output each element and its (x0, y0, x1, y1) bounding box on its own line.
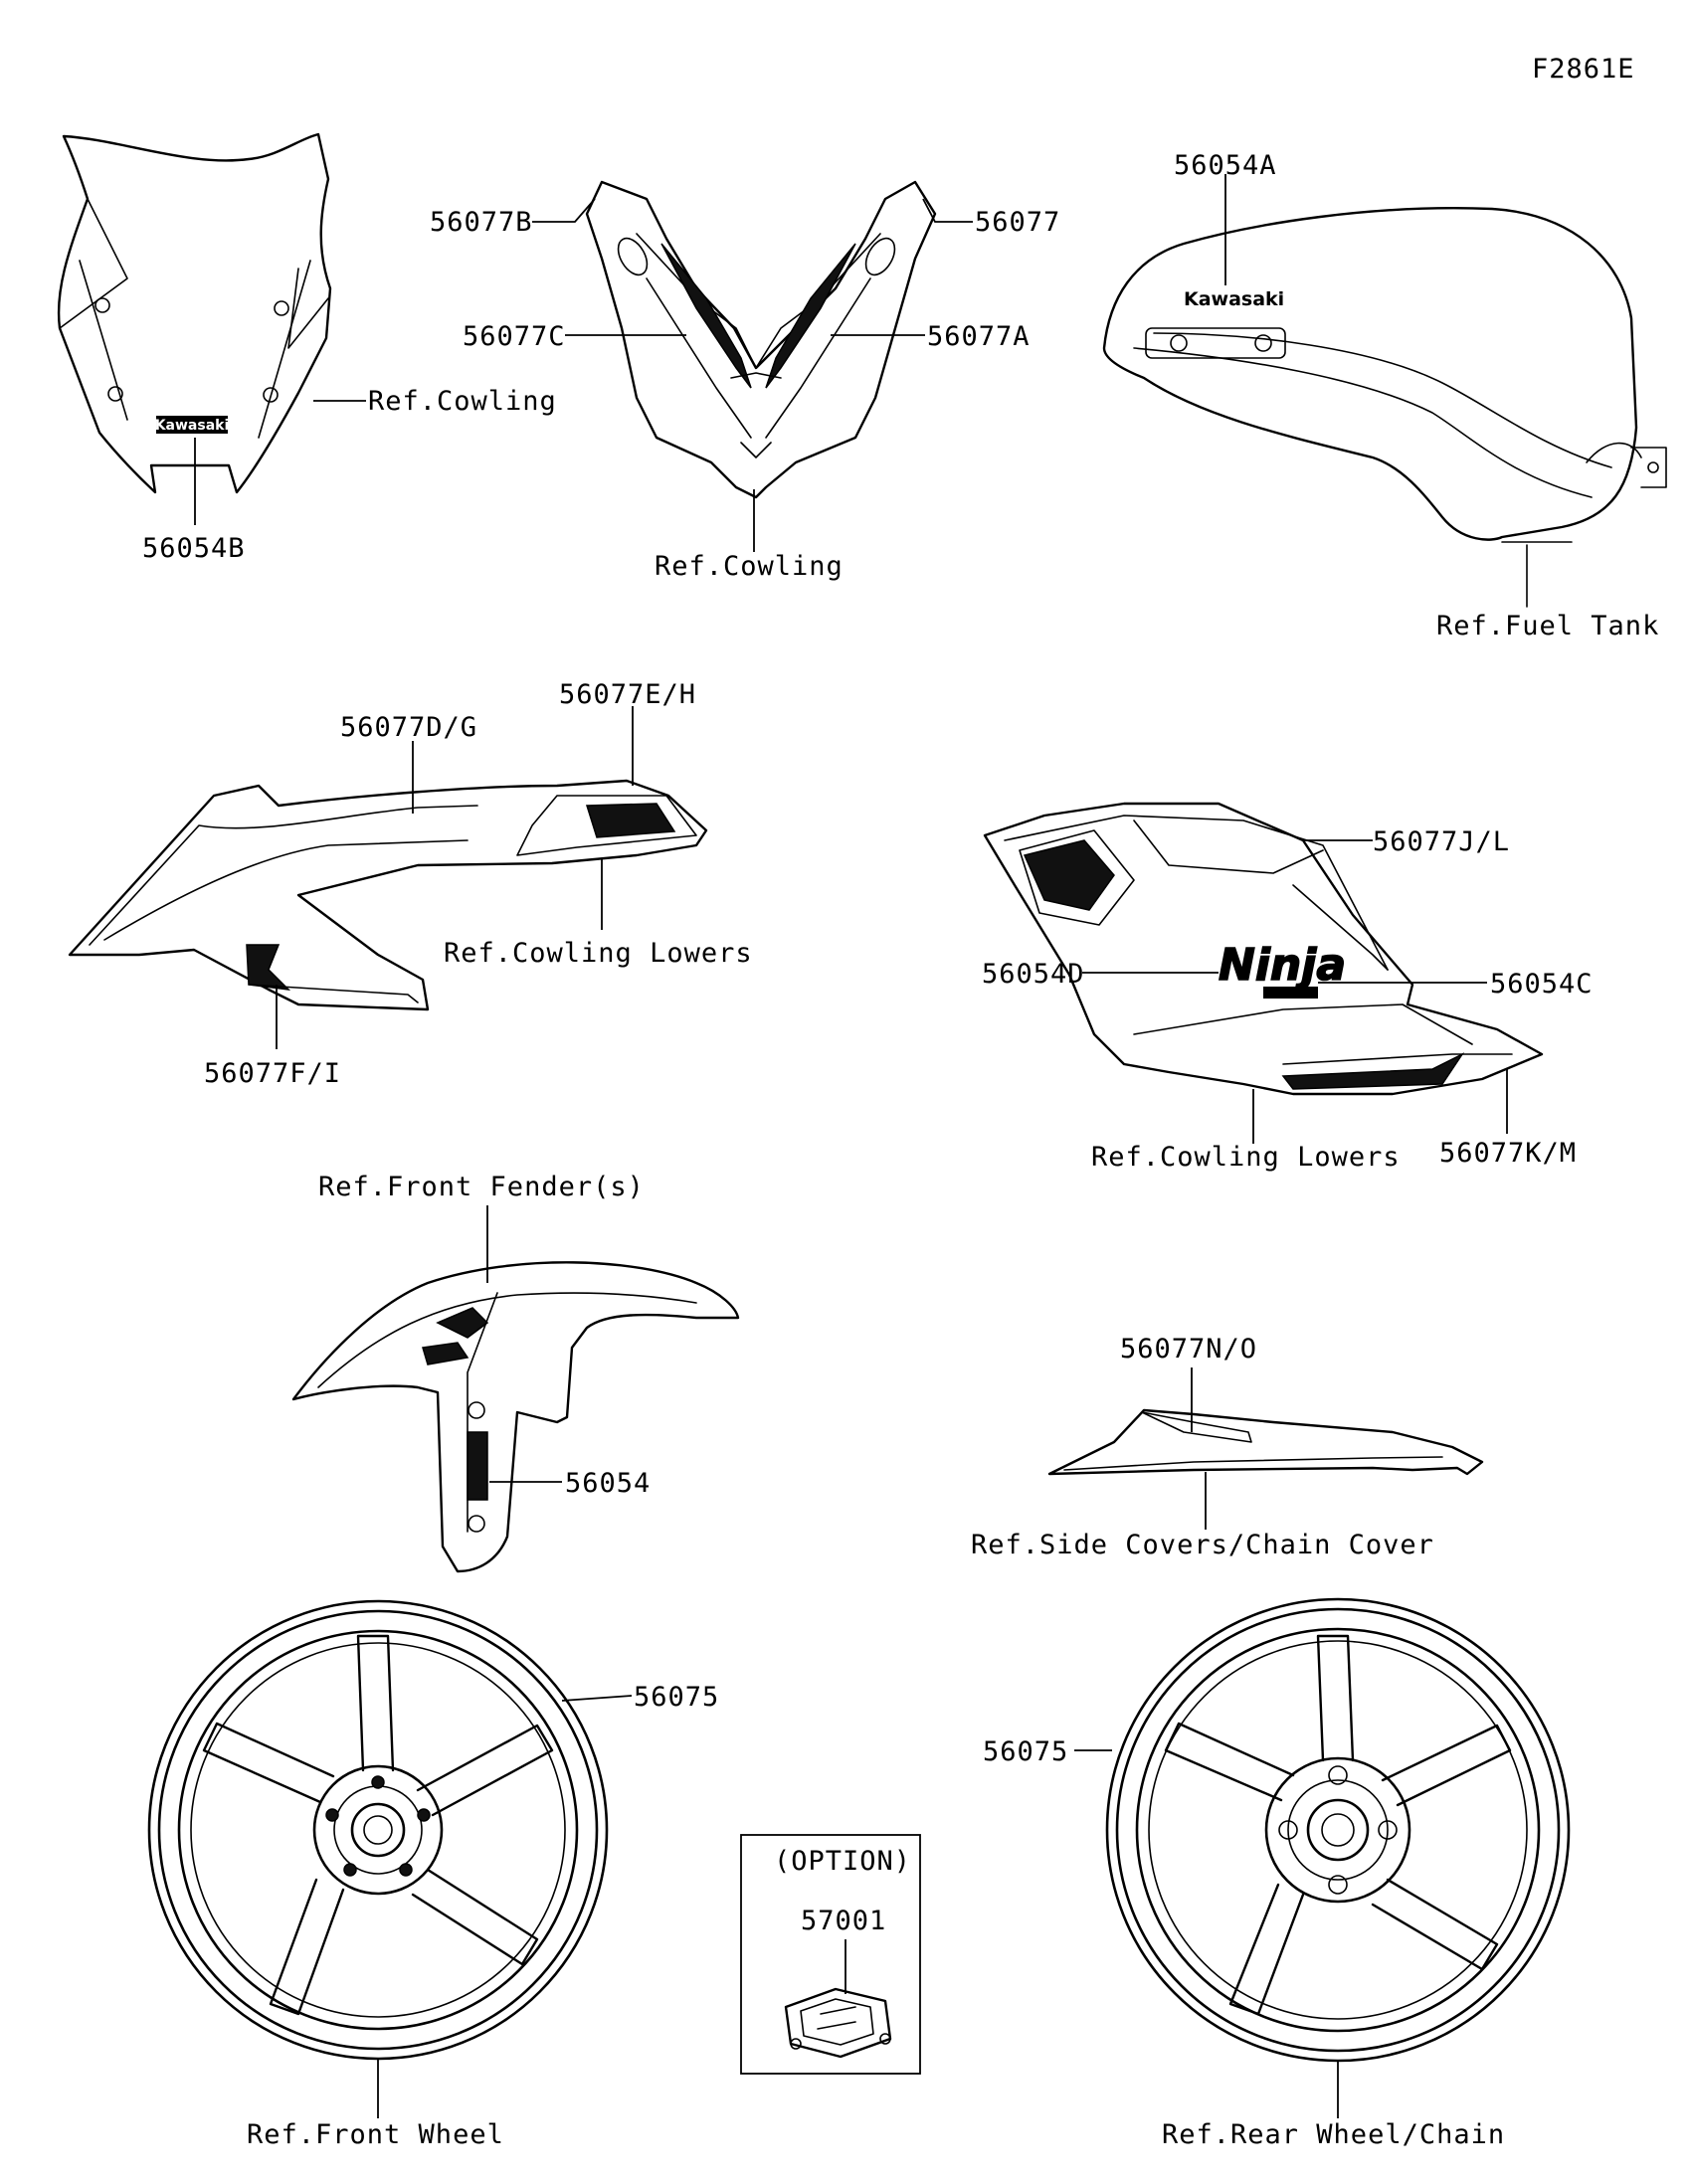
label-56054C[interactable]: 56054C (1490, 969, 1594, 1000)
label-56077C[interactable]: 56077C (463, 321, 566, 352)
ninja-logo: Ninja (1219, 940, 1347, 991)
label-56077FI[interactable]: 56077F/I (204, 1058, 342, 1089)
label-56075-front[interactable]: 56075 (634, 1682, 720, 1713)
leader-56075-front (562, 1696, 632, 1701)
leader-56077B (532, 199, 595, 222)
label-56077JL[interactable]: 56077J/L (1373, 826, 1511, 857)
label-ref-cowling-lowers-2[interactable]: Ref.Cowling Lowers (1091, 1142, 1401, 1173)
label-ref-rear-wheel[interactable]: Ref.Rear Wheel/Chain (1162, 2119, 1506, 2150)
label-56077B[interactable]: 56077B (430, 207, 533, 238)
label-56077KM[interactable]: 56077K/M (1439, 1138, 1578, 1169)
label-57001[interactable]: 57001 (801, 1906, 887, 1936)
side-cover-part[interactable] (1049, 1410, 1482, 1474)
label-56054D[interactable]: 56054D (982, 959, 1085, 990)
label-ref-cowling-lowers-1[interactable]: Ref.Cowling Lowers (444, 938, 753, 969)
label-56077A[interactable]: 56077A (927, 321, 1031, 352)
label-option: (OPTION) (774, 1846, 912, 1877)
label-ref-cowling-1[interactable]: Ref.Cowling (368, 386, 557, 417)
front-fender-part[interactable] (293, 1262, 738, 1571)
label-ref-side-covers[interactable]: Ref.Side Covers/Chain Cover (971, 1530, 1434, 1560)
left-cowling-lower-part[interactable] (70, 781, 706, 1009)
label-56054B[interactable]: 56054B (142, 533, 246, 564)
label-56077NO[interactable]: 56077N/O (1120, 1334, 1258, 1365)
label-56075-rear[interactable]: 56075 (983, 1736, 1069, 1767)
label-ref-front-fender[interactable]: Ref.Front Fender(s) (318, 1172, 645, 1202)
label-ref-fuel-tank[interactable]: Ref.Fuel Tank (1436, 611, 1660, 641)
kawasaki-logo-windscreen: Kawasaki (154, 418, 230, 434)
label-ref-cowling-2[interactable]: Ref.Cowling (655, 551, 844, 582)
rear-wheel-part[interactable] (1107, 1599, 1569, 2061)
leader-ref-fuel-tank (1502, 542, 1572, 607)
fuel-tank-part[interactable] (1104, 208, 1666, 539)
upper-cowl-part[interactable] (587, 182, 935, 497)
label-ref-front-wheel[interactable]: Ref.Front Wheel (247, 2119, 504, 2150)
option-part-57001[interactable] (786, 1989, 890, 2057)
leader-56077 (923, 199, 973, 222)
label-56077[interactable]: 56077 (975, 207, 1061, 238)
label-56077DG[interactable]: 56077D/G (340, 712, 478, 743)
figure-code: F2861E (1532, 54, 1635, 85)
label-56077EH[interactable]: 56077E/H (559, 679, 697, 710)
front-wheel-part[interactable] (149, 1601, 607, 2059)
kawasaki-logo-tank: Kawasaki (1184, 288, 1285, 310)
label-56054[interactable]: 56054 (565, 1468, 652, 1499)
label-56054A[interactable]: 56054A (1174, 150, 1277, 181)
